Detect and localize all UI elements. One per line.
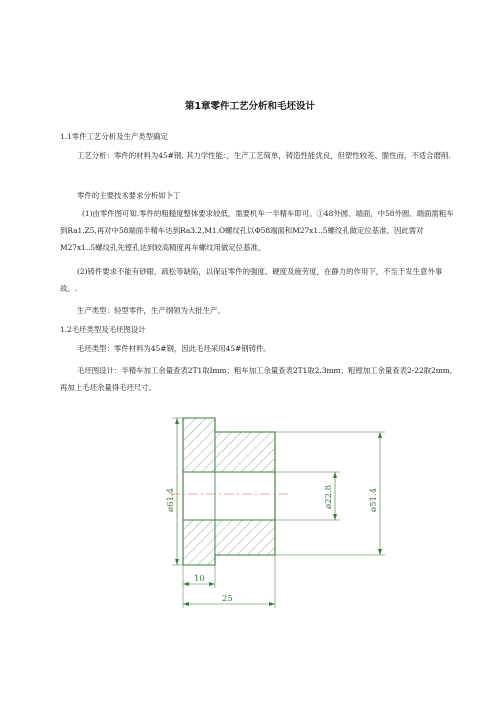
dim-label-width-total: 25 bbox=[222, 594, 233, 604]
hatch-body-top bbox=[215, 432, 275, 472]
paragraph-requirements-intro: 零件的主要技术要求分析如卜丁 bbox=[77, 191, 181, 200]
paragraph-requirement-2: (2)铸件要求不能有砂眼、疏松等缺陷，以保证零件的强度、硬度及疲劳度，在静力的作用下，不至于发生意外事故。. bbox=[60, 267, 443, 293]
section-heading-1-1: 1.1零件工艺分析及生产类型确定 bbox=[60, 132, 168, 141]
section-heading-1-2: 1.2毛坯类型及毛坯图设计 bbox=[60, 325, 146, 334]
dim-label-width-small: 10 bbox=[194, 574, 205, 584]
paragraph-blank-design: 毛坯图设计：半精车加工余量查表2T1取Imm；粗车加工余量查表2T1取2.3mm；粗镗加工余量查表2-22取2mm,再加上毛坯余量得毛坯尺寸。 bbox=[60, 366, 453, 392]
dim-label-step: ø51.4 bbox=[369, 487, 379, 512]
chapter-title: 第1章零件工艺分析和毛坯设计 bbox=[184, 101, 316, 112]
paragraph-production-type: 生产类型：轻型零件，生产纲领为大批生产。 bbox=[77, 306, 225, 315]
dim-label-bore: ø22.8 bbox=[324, 484, 334, 509]
paragraph-requirement-1: (1)由零件图可知.零件的粗糙度整体要求较低，需要机车一半精车即可。①48外圆、端面，中58外圆、端面需粗车到Ra1.Z5,再对中58端面半精车达到Ra3.2,M1.O螺纹孔以Φ58端面和M27x1..5螺纹孔做定位基准，因此需对M27x1..5螺纹孔先镗孔达到较高精度再车螺纹用做定位基准。 bbox=[60, 209, 454, 252]
hatch-flange-bottom bbox=[183, 520, 215, 565]
hatch-body-bottom bbox=[215, 520, 275, 555]
paragraph-process-analysis: 工艺分析：零件的材料为45#钢, 其力学性能：，生产工艺简单，铸造性能优良，但塑性较差、脆性而，不适合磨削. bbox=[77, 151, 451, 160]
dim-label-outer: ø61.4 bbox=[166, 487, 176, 512]
hatch-flange-top bbox=[183, 418, 215, 472]
paragraph-blank-type: 毛坯类型：零件材料为45#钢，因此毛坯采用45#钢铸件。 bbox=[77, 344, 271, 353]
